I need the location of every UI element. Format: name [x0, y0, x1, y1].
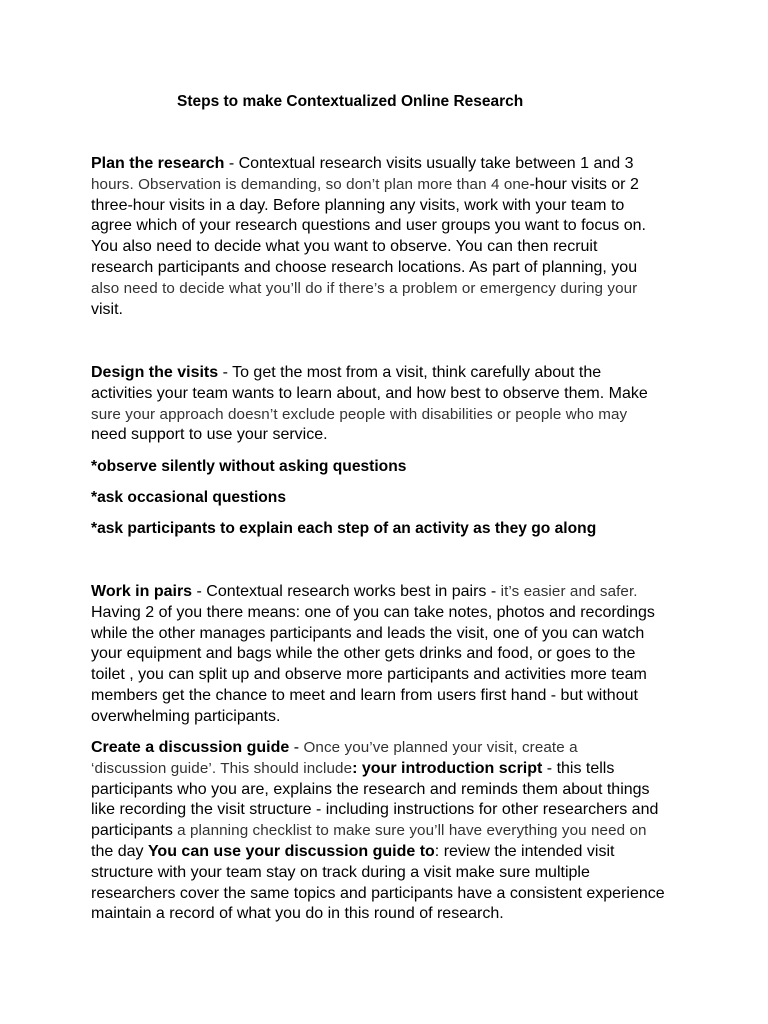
pairs-line-4: your equipment and bags while the other gets drinks and food, or goes to the	[91, 645, 636, 663]
bullet-item: *ask participants to explain each step of an activity as they go along	[91, 520, 597, 537]
guide-line-9: maintain a record of what you do in this round of research.	[91, 905, 504, 923]
guide-line-2-light: ‘discussion guide’. This should include	[91, 759, 353, 777]
guide-line-6	[91, 842, 691, 863]
plan-line-5: You also need to decide what you want to observe. You can then recruit	[91, 238, 598, 256]
plan-line-2	[91, 175, 691, 196]
guide-line-3: participants who you are, explains the research and reminds them about things	[91, 780, 650, 798]
design-line-1-text: - To get the most from a visit, think carefully about the	[218, 364, 602, 381]
guide-line-6-text: : review the intended visit	[434, 842, 615, 860]
pairs-line-1-light: it’s easier and safer.	[500, 583, 638, 600]
pairs-line-1	[91, 582, 691, 603]
plan-line-2-text: -hour visits or 2	[529, 175, 639, 193]
guide-line-1-light: Once you’ve planned your visit, create a	[303, 739, 578, 756]
guide-line-5-start: participants	[91, 822, 173, 840]
guide-use-heading: You can use your discussion guide to	[147, 842, 435, 860]
plan-heading: Plan the research	[91, 155, 225, 172]
plan-line-1-text: - Contextual research visits usually take between 1 and 3	[224, 155, 634, 172]
guide-heading: Create a discussion guide	[91, 739, 290, 756]
design-line-4: need support to use your service.	[91, 426, 328, 444]
bullet-item: *observe silently without asking questions	[91, 458, 407, 475]
document-title: Steps to make Contextualized Online Research	[177, 93, 524, 110]
plan-line-2-light: hours. Observation is demanding, so don’t plan more than 4 one	[91, 175, 530, 193]
design-heading: Design the visits	[91, 364, 219, 381]
guide-section	[91, 738, 691, 925]
guide-line-5	[91, 821, 691, 842]
pairs-line-5: toilet , you can split up and observe more participants and activities more team	[91, 666, 647, 684]
pairs-line-7: overwhelming participants.	[91, 707, 281, 725]
pairs-heading: Work in pairs	[91, 583, 193, 600]
plan-line-1	[91, 154, 691, 175]
design-line-2: activities your team wants to learn about, and how best to observe them. Make	[91, 384, 648, 402]
pairs-section	[91, 582, 691, 728]
plan-line-8: visit.	[91, 300, 123, 318]
guide-line-2	[91, 759, 691, 780]
plan-line-7: also need to decide what you’ll do if there’s a problem or emergency during your	[91, 279, 638, 297]
plan-line-3: three-hour visits in a day. Before planning any visits, work with your team to	[91, 196, 625, 214]
pairs-line-1-text: - Contextual research works best in pairs -	[192, 583, 501, 600]
bullet-item: *ask occasional questions	[91, 489, 286, 506]
plan-section	[91, 154, 691, 320]
guide-line-2-text: - this tells	[542, 759, 615, 777]
pairs-line-6: members get the chance to meet and learn from users first hand - but without	[91, 686, 638, 704]
design-line-1	[91, 363, 691, 384]
guide-line-5-light: a planning checklist to make sure you’ll have everything you need on	[172, 822, 647, 840]
guide-intro-script: : your introduction script	[352, 759, 543, 777]
pairs-line-2: Having 2 of you there means: one of you can take notes, photos and recordings	[91, 603, 655, 621]
guide-line-1-dash: -	[289, 739, 304, 756]
plan-line-4: agree which of your research questions and user groups you want to focus on.	[91, 217, 646, 235]
guide-line-8: researchers cover the same topics and participants have a consistent experience	[91, 884, 665, 902]
guide-line-1	[91, 738, 691, 759]
design-section	[91, 363, 691, 446]
guide-line-7: structure with your team stay on track during a visit make sure multiple	[91, 863, 590, 881]
guide-line-4: like recording the visit structure - including instructions for other researchers and	[91, 801, 659, 819]
pairs-line-3: while the other manages participants and leads the visit, one of you can watch	[91, 624, 645, 642]
plan-line-6: research participants and choose research locations. As part of planning, you	[91, 258, 638, 276]
guide-line-6-start: the day	[91, 842, 148, 860]
design-line-3: sure your approach doesn’t exclude people with disabilities or people who may	[91, 405, 628, 423]
